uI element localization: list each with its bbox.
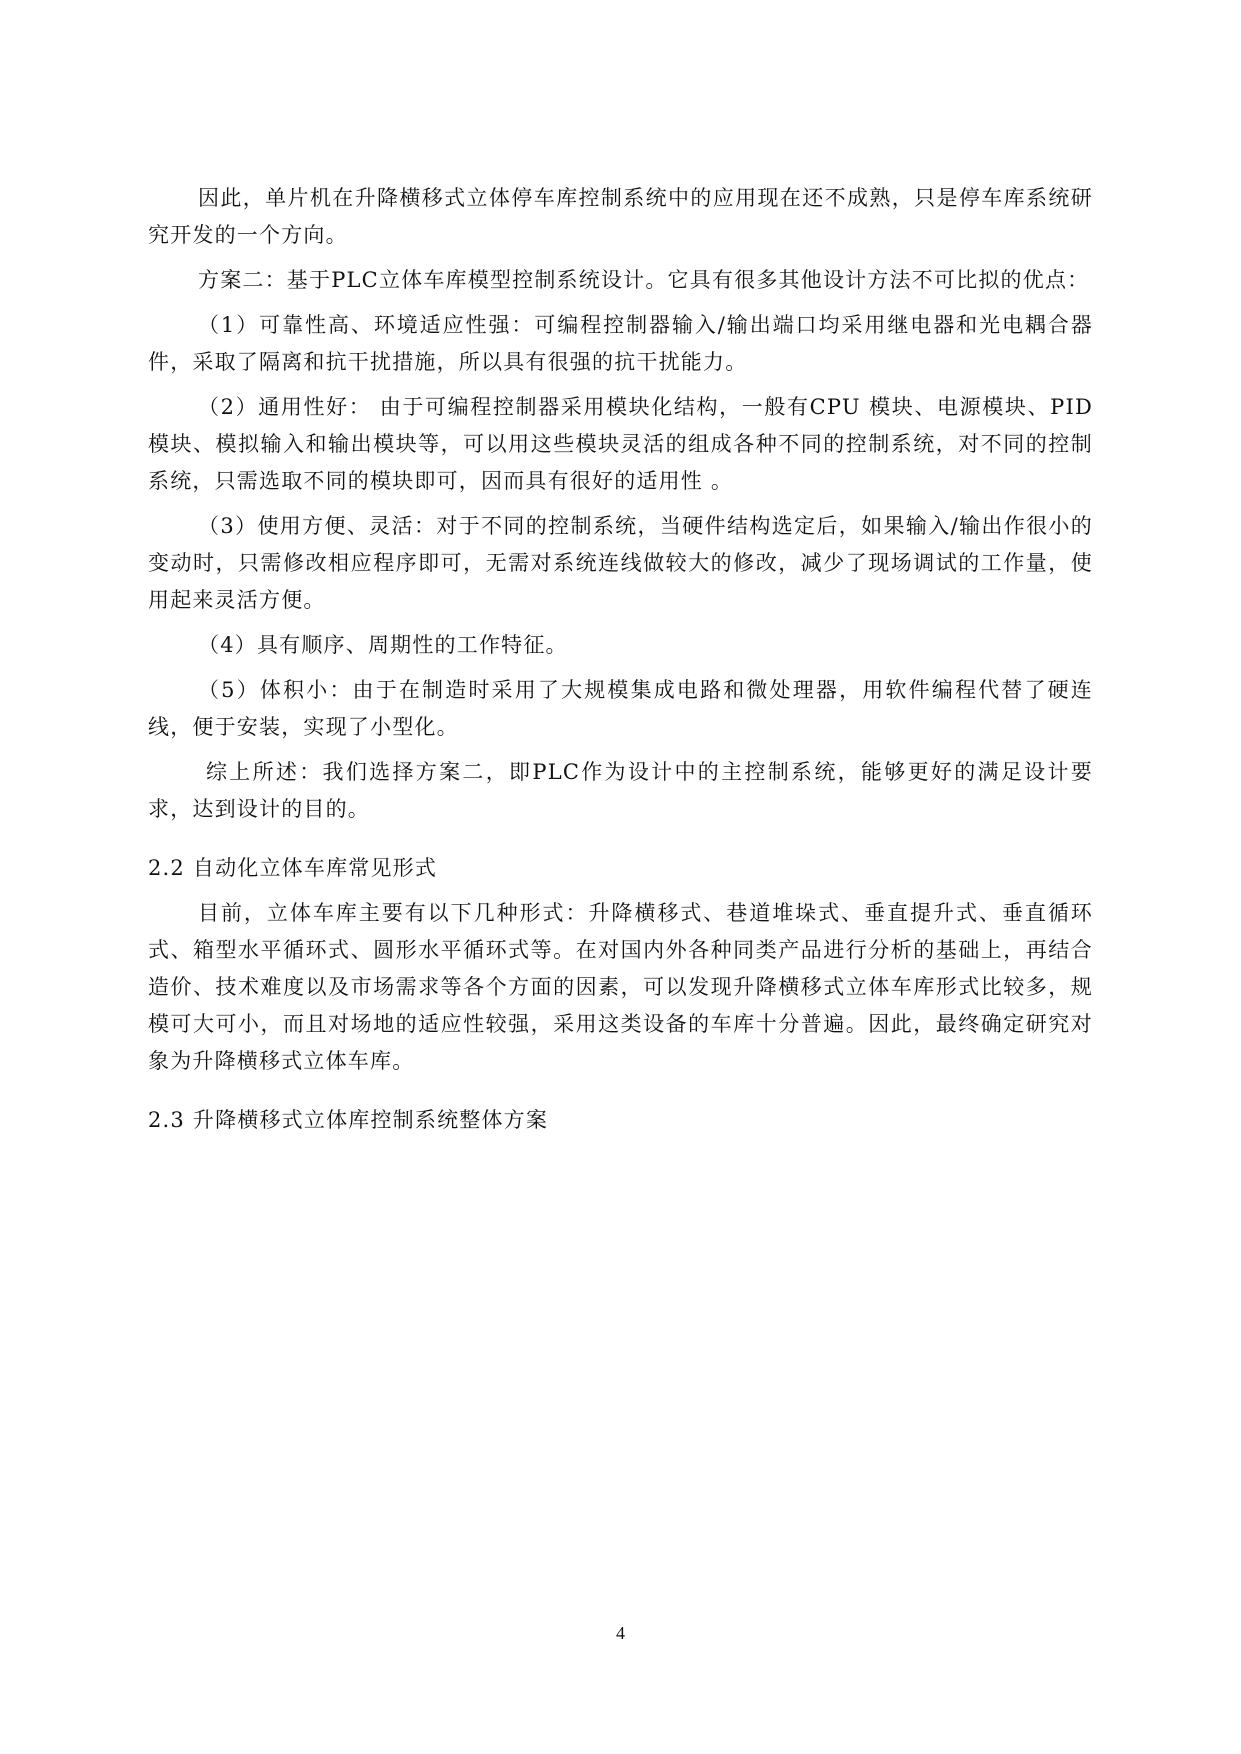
paragraph-garage-forms: 目前，立体车库主要有以下几种形式：升降横移式、巷道堆垛式、垂直提升式、垂直循环式、箱型水平循环式、圆形水平循环式等。在对国内外各种同类产品进行分析的基础上，再结合造价、技术难度以及市场需求等各个方面的因素，可以发现升降横移式立体车库形式比较多，规模可大可小，而且对场地的适应性较强，采用这类设备的车库十分普遍。因此，最终确定研究对象为升降横移式立体车库。 <box>148 901 1093 1073</box>
paragraph-summary: 综上所述：我们选择方案二，即PLC作为设计中的主控制系统，能够更好的满足设计要求，达到设计的目的。 <box>148 760 1093 821</box>
page-number: 4 <box>616 1623 625 1643</box>
page-body <box>148 180 1093 1139</box>
section-heading-2-3: 2.3 升降横移式立体库控制系统整体方案 <box>148 1108 549 1132</box>
paragraph-versatility: （2）通用性好： 由于可编程控制器采用模块化结构，一般有CPU 模块、电源模块、PID 模块、模拟输入和输出模块等，可以用这些模块灵活的组成各种不同的控制系统，对不同的控制系统，只需选取不同的模块即可，因而具有很好的适用性 。 <box>148 395 1093 493</box>
paragraph-reliability: （1）可靠性高、环境适应性强：可编程控制器输入/输出端口均采用继电器和光电耦合器件，采取了隔离和抗干扰措施，所以具有很强的抗干扰能力。 <box>148 313 1093 374</box>
section-heading-2-2: 2.2 自动化立体车库常见形式 <box>148 856 438 880</box>
paragraph-plan-two: 方案二：基于PLC立体车库模型控制系统设计。它具有很多其他设计方法不可比拟的优点： <box>198 268 1090 292</box>
paragraph-mcu-conclusion: 因此，单片机在升降横移式立体停车库控制系统中的应用现在还不成熟，只是停车库系统研究开发的一个方向。 <box>148 186 1093 247</box>
paragraph-flexibility: （3）使用方便、灵活：对于不同的控制系统，当硬件结构选定后，如果输入/输出作很小的变动时，只需修改相应程序即可，无需对系统连线做较大的修改，减少了现场调试的工作量，使用起来灵活方便。 <box>148 514 1093 612</box>
paragraph-sequential: （4）具有顺序、周期性的工作特征。 <box>198 633 568 657</box>
paragraph-compact: （5）体积小：由于在制造时采用了大规模集成电路和微处理器，用软件编程代替了硬连线，便于安装，实现了小型化。 <box>148 678 1093 739</box>
